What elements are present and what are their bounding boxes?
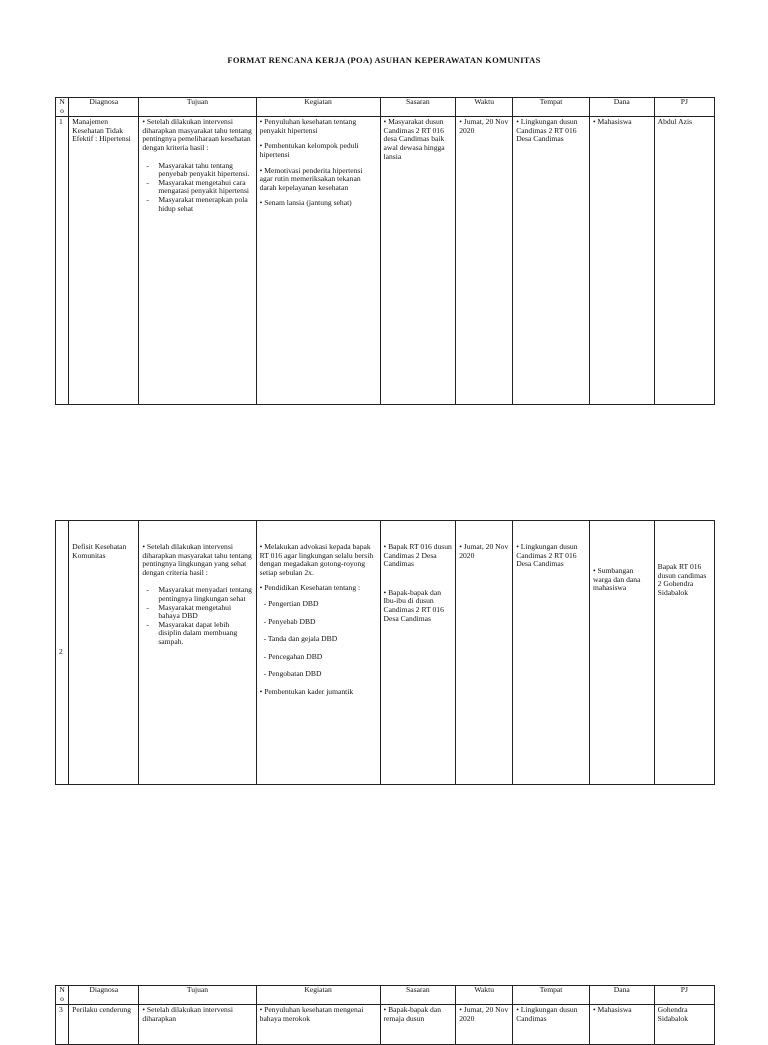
cell-sasaran: • Masyarakat dusun Candimas 2 RT 016 desa Candimas baik awal dewasa hingga lansia <box>380 117 456 405</box>
poa-table-2 <box>55 520 715 785</box>
cell-diagnosa: Perilaku cenderung <box>69 1005 139 1045</box>
header-sasaran: Sasaran <box>380 98 456 117</box>
list-item: - Penyebab DBD <box>263 616 316 626</box>
list-item: - Pengertian DBD <box>263 598 319 608</box>
cell-diagnosa: Manajemen Kesehatan Tidak Efektif : Hipertensi <box>69 117 139 405</box>
cell-tempat: • Lingkungan dusun Candimas 2 RT 016 Desa Candimas <box>513 521 590 785</box>
cell-no: 1 <box>56 117 69 405</box>
tujuan-intro: • Setelah dilakukan intervensi diharapkan masyarakat tahu tentang pentingnya lingkungan yang sehat dengan criteria hasil : <box>142 542 252 577</box>
list-item: • Pendidikan Kesehatan tentang : <box>259 583 361 593</box>
table-row <box>56 521 715 785</box>
header-kegiatan: Kegiatan <box>256 986 380 1005</box>
cell-sasaran <box>380 521 456 785</box>
poa-table-1 <box>55 97 715 405</box>
poa-table-3 <box>55 985 715 1045</box>
list-item: - Masyarakat mengetahui cara mengatasi penyakit hipertensi <box>158 179 252 196</box>
cell-waktu: • Jumat, 20 Nov 2020 <box>456 521 513 785</box>
header-waktu: Waktu <box>456 986 513 1005</box>
list-item: • Bapak-bapak dan Ibu-ibu di dusun Candimas 2 RT 016 Desa Candimas <box>383 587 444 623</box>
cell-tujuan <box>139 117 256 405</box>
cell-no: 3 <box>56 1005 69 1045</box>
list-item: - Masyarakat tahu tentang penyebab penyakit hipertensi. <box>158 162 252 179</box>
list-item: - Masyarakat mengetahui bahaya DBD <box>158 604 252 621</box>
list-item: • Memotivasi penderita hipertensi agar rutin memeriksakan tekanan darah kepelayanan kesehatan <box>259 165 363 192</box>
list-item: • Senam lansia (jantung sehat) <box>259 198 352 208</box>
table-row <box>56 1005 715 1045</box>
header-sasaran: Sasaran <box>380 986 456 1005</box>
cell-kegiatan <box>256 117 380 405</box>
cell-pj: Bapak RT 016 dusun candimas 2 Gohendra Sidabalok <box>654 521 714 785</box>
cell-dana: • Mahasiswa <box>589 1005 654 1045</box>
list-item: • Bapak RT 016 dusun Candimas 2 Desa Candimas <box>383 542 452 569</box>
header-diagnosa: Diagnosa <box>69 98 139 117</box>
header-pj: PJ <box>654 98 714 117</box>
cell-tujuan <box>139 521 256 785</box>
header-no: N o <box>56 98 69 117</box>
document-title: FORMAT RENCANA KERJA (POA) ASUHAN KEPERAWATAN KOMUNITAS <box>227 55 541 65</box>
list-item: - Masyarakat menyadari tentang pentingnya lingkungan sehat <box>158 586 252 603</box>
cell-sasaran: • Bapak-bapak dan remaja dusun <box>380 1005 456 1045</box>
header-waktu: Waktu <box>456 98 513 117</box>
cell-dana: • Mahasiswa <box>589 117 654 405</box>
cell-tempat: • Lingkungan dusun Candimas 2 RT 016 Desa Candimas <box>513 117 590 405</box>
header-no: N o <box>56 986 69 1005</box>
list-item: • Pembentukan kader jumantik <box>259 686 354 696</box>
cell-waktu: • Jumat, 20 Nov 2020 <box>456 117 513 405</box>
cell-diagnosa: Defisit Kesehatan Komunitas <box>69 521 139 785</box>
cell-kegiatan <box>256 521 380 785</box>
header-dana: Dana <box>589 98 654 117</box>
header-tempat: Tempat <box>513 98 590 117</box>
cell-pj: Abdul Azis <box>654 117 714 405</box>
header-tempat: Tempat <box>513 986 590 1005</box>
cell-no: 2 <box>56 521 69 785</box>
cell-kegiatan: • Penyuluhan kesehatan mengenai bahaya merokok <box>256 1005 380 1045</box>
list-item: • Penyuluhan kesehatan tentang penyakit hipertensi <box>259 117 357 135</box>
header-diagnosa: Diagnosa <box>69 986 139 1005</box>
list-item: - Pencegahan DBD <box>263 651 323 661</box>
table-row <box>56 117 715 405</box>
cell-dana: • Sumbangan warga dan dana mahasiswa <box>589 521 654 785</box>
table-header-row <box>56 986 715 1005</box>
table-header-row <box>56 98 715 117</box>
cell-tempat: • Lingkungan dusun Candimas <box>513 1005 590 1045</box>
list-item: - Masyarakat menerapkan pola hidup sehat <box>158 196 252 213</box>
list-item: • Pembentukan kelompok peduli hipertensi <box>259 141 359 159</box>
list-item: - Pengobatan DBD <box>263 669 322 679</box>
tujuan-intro: • Setelah dilakukan intervensi diharapkan masyarakat tahu tentang pentingnya pemeliharaan kesehatan dengan kriteria hasil : <box>142 117 252 152</box>
header-tujuan: Tujuan <box>139 986 256 1005</box>
header-dana: Dana <box>589 986 654 1005</box>
cell-pj: Gohendra Sidabalok <box>654 1005 714 1045</box>
list-item: - Tanda dan gejala DBD <box>263 634 338 644</box>
list-item: - Masyarakat dapat lebih disiplin dalam membuang sampah. <box>158 621 252 647</box>
cell-waktu: • Jumat, 20 Nov 2020 <box>456 1005 513 1045</box>
list-item: • Melakukan advokasi kepada bapak RT 016 agar lingkungan selalu bersih dengan megadakan gotong-royong setiap sebulan 2x. <box>259 542 374 577</box>
header-tujuan: Tujuan <box>139 98 256 117</box>
cell-tujuan: • Setelah dilakukan intervensi diharapkan <box>139 1005 256 1045</box>
header-kegiatan: Kegiatan <box>256 98 380 117</box>
header-pj: PJ <box>654 986 714 1005</box>
